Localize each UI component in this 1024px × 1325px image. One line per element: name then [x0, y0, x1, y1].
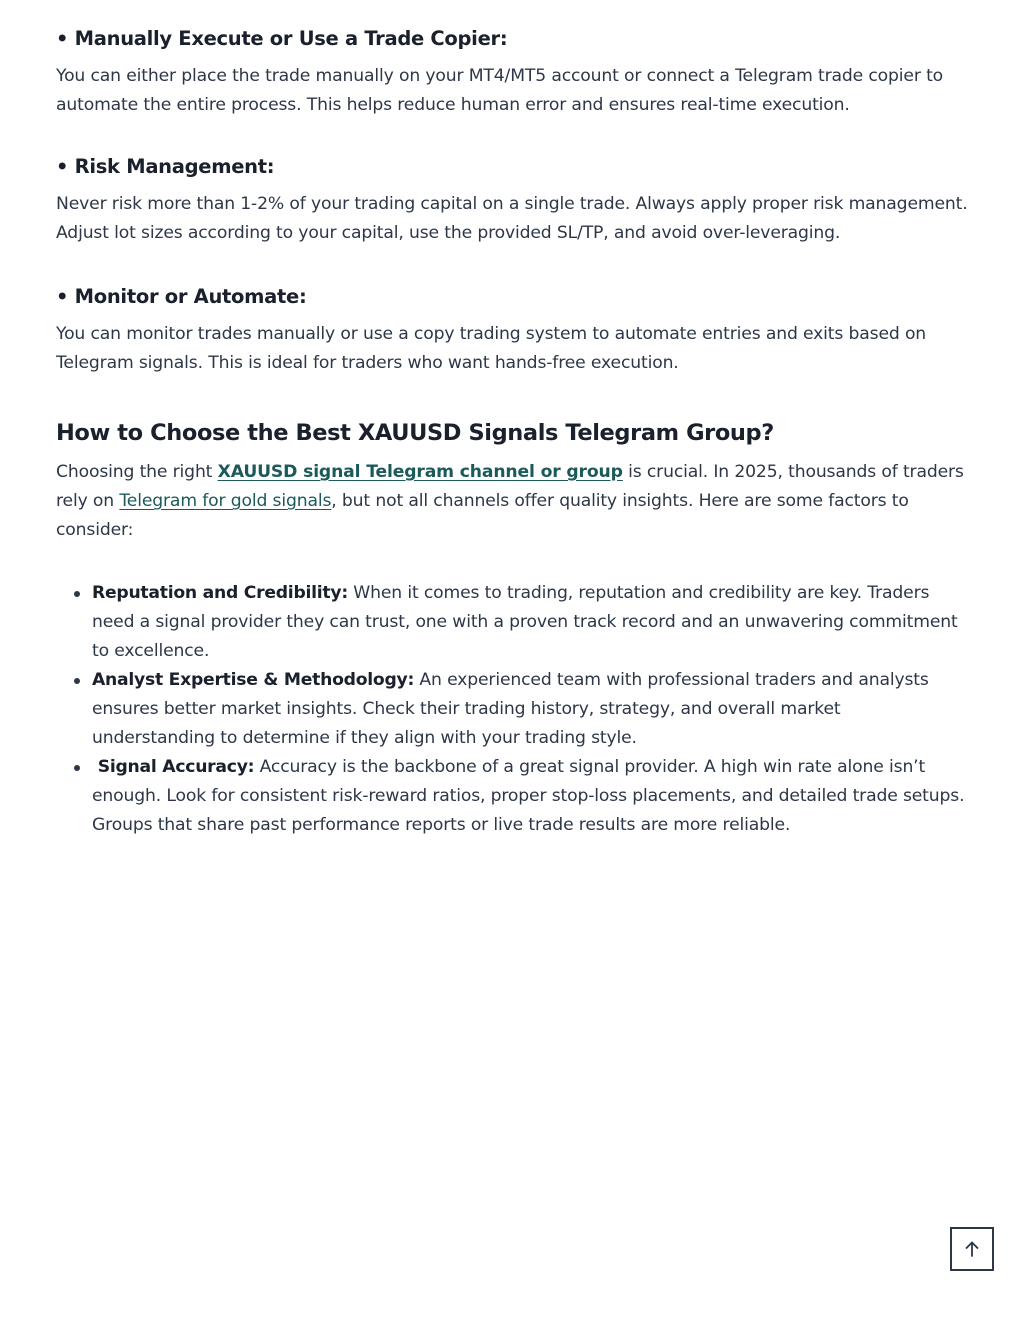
scroll-to-top-button[interactable]: [950, 1227, 994, 1271]
list-item-reputation: [92, 579, 968, 666]
step-heading-risk-management: • Risk Management:: [56, 155, 275, 178]
bullet-dot: [74, 591, 80, 597]
factor-label: Signal Accuracy:: [92, 757, 255, 777]
intro-text-1: Choosing the right: [56, 462, 218, 482]
section-intro: [56, 458, 968, 545]
list-item-analyst-expertise: [92, 666, 968, 753]
section-title: How to Choose the Best XAUUSD Signals Telegram Group?: [56, 420, 774, 446]
factor-text: An experienced team with professional traders and analysts ensures better market insights. Check their trading history, strategy, and overall market understanding to determine if they align with your trading style.: [92, 670, 929, 748]
factor-text: When it comes to trading, reputation and credibility are key. Traders need a signal provider they can trust, one with a proven track record and an unwavering commitment to excellence.: [92, 583, 958, 661]
step-body-manual-execute: You can either place the trade manually on your MT4/MT5 account or connect a Telegram trade copier to automate the entire process. This helps reduce human error and ensures real-time execution.: [56, 66, 944, 115]
list-item-signal-accuracy: [92, 753, 968, 840]
factors-list: [56, 579, 968, 840]
step-heading-manual-execute: • Manually Execute or Use a Trade Copier:: [56, 27, 508, 50]
xauusd-signal-channel-link[interactable]: XAUUSD signal Telegram channel or group: [217, 462, 623, 482]
article-content: [56, 24, 968, 840]
bullet-dot: [74, 765, 80, 771]
factor-label: Analyst Expertise & Methodology:: [92, 670, 415, 690]
arrow-up-icon: [962, 1239, 982, 1259]
factor-label: Reputation and Credibility:: [92, 583, 348, 603]
factor-text: Accuracy is the backbone of a great signal provider. A high win rate alone isn’t enough. Look for consistent risk-reward ratios, proper stop-loss placements, and detailed trade setups. Groups that share past performance reports or live trade results are more reliable.: [92, 757, 965, 835]
step-body-risk-management: Never risk more than 1-2% of your trading capital on a single trade. Always apply proper risk management. Adjust lot sizes according to your capital, use the provided SL/TP, and avoid over-leveraging.: [56, 194, 968, 243]
step-body-monitor-automate: You can monitor trades manually or use a copy trading system to automate entries and exits based on Telegram signals. This is ideal for traders who want hands-free execution.: [56, 324, 927, 373]
telegram-gold-signals-link[interactable]: Telegram for gold signals: [119, 491, 332, 511]
step-heading-monitor-automate: • Monitor or Automate:: [56, 285, 307, 308]
bullet-dot: [74, 678, 80, 684]
intro-text-3: , but not all channels offer quality insights. Here are some factors to consider:: [56, 491, 909, 540]
intro-text-2: is crucial. In 2025, thousands of traders rely on: [56, 462, 964, 511]
